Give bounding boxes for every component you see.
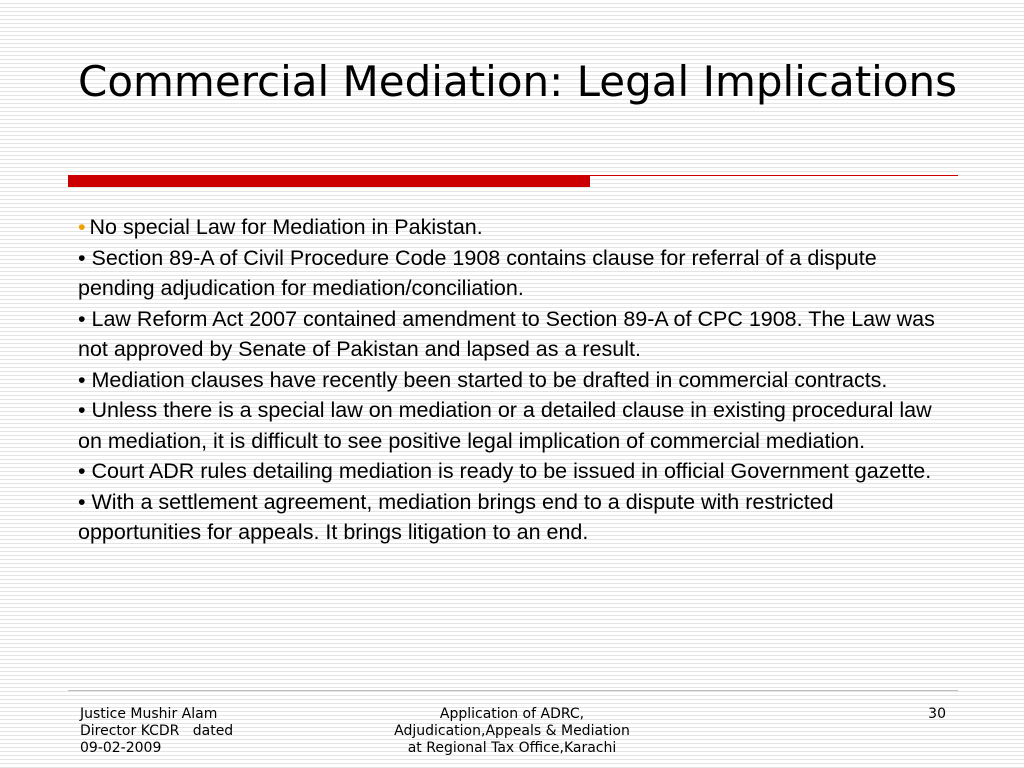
bullet-item: • With a settlement agreement, mediation brings end to a dispute with restricted opportunities for appeals. It brings litigation to an end. <box>78 489 834 544</box>
bullet-item: • Mediation clauses have recently been started to be drafted in commercial contracts. <box>78 367 888 392</box>
footer-author <box>80 706 340 757</box>
footer-author-line: Director KCDR dated <box>80 723 234 739</box>
bullet-item: • Court ADR rules detailing mediation is ready to be issued in official Government gazette. <box>78 459 932 483</box>
footer-event-line: Application of ADRC, <box>439 706 585 722</box>
bullet-text: No special Law for Mediation in Pakistan. <box>89 215 483 239</box>
footer-divider <box>68 690 958 691</box>
slide-body <box>78 212 940 548</box>
title-underline-thick-bar <box>68 175 590 187</box>
slide-number: 30 <box>928 706 946 722</box>
footer-author-line: 09-02-2009 <box>80 740 162 756</box>
title-underline-thin-line <box>590 175 958 176</box>
footer-event-line: Adjudication,Appeals & Mediation <box>394 723 630 739</box>
bullet-item: • Section 89-A of Civil Procedure Code 1908 contains clause for referral of a dispute pending adjudication for mediation/conciliation. <box>78 245 877 300</box>
slide-title: Commercial Mediation: Legal Implications <box>78 57 958 106</box>
bullet-icon: • <box>78 215 86 239</box>
title-underline <box>68 175 958 187</box>
footer-event-line: at Regional Tax Office,Karachi <box>407 740 617 756</box>
footer-author-line: Justice Mushir Alam <box>80 706 218 722</box>
bullet-item <box>78 212 940 243</box>
bullet-item: • Unless there is a special law on mediation or a detailed clause in existing procedural law on mediation, it is difficult to see positive legal implication of commercial mediation. <box>78 398 932 453</box>
footer-event <box>342 706 682 757</box>
bullet-item: • Law Reform Act 2007 contained amendment to Section 89-A of CPC 1908. The Law was not approved by Senate of Pakistan and lapsed as a result. <box>78 306 935 361</box>
